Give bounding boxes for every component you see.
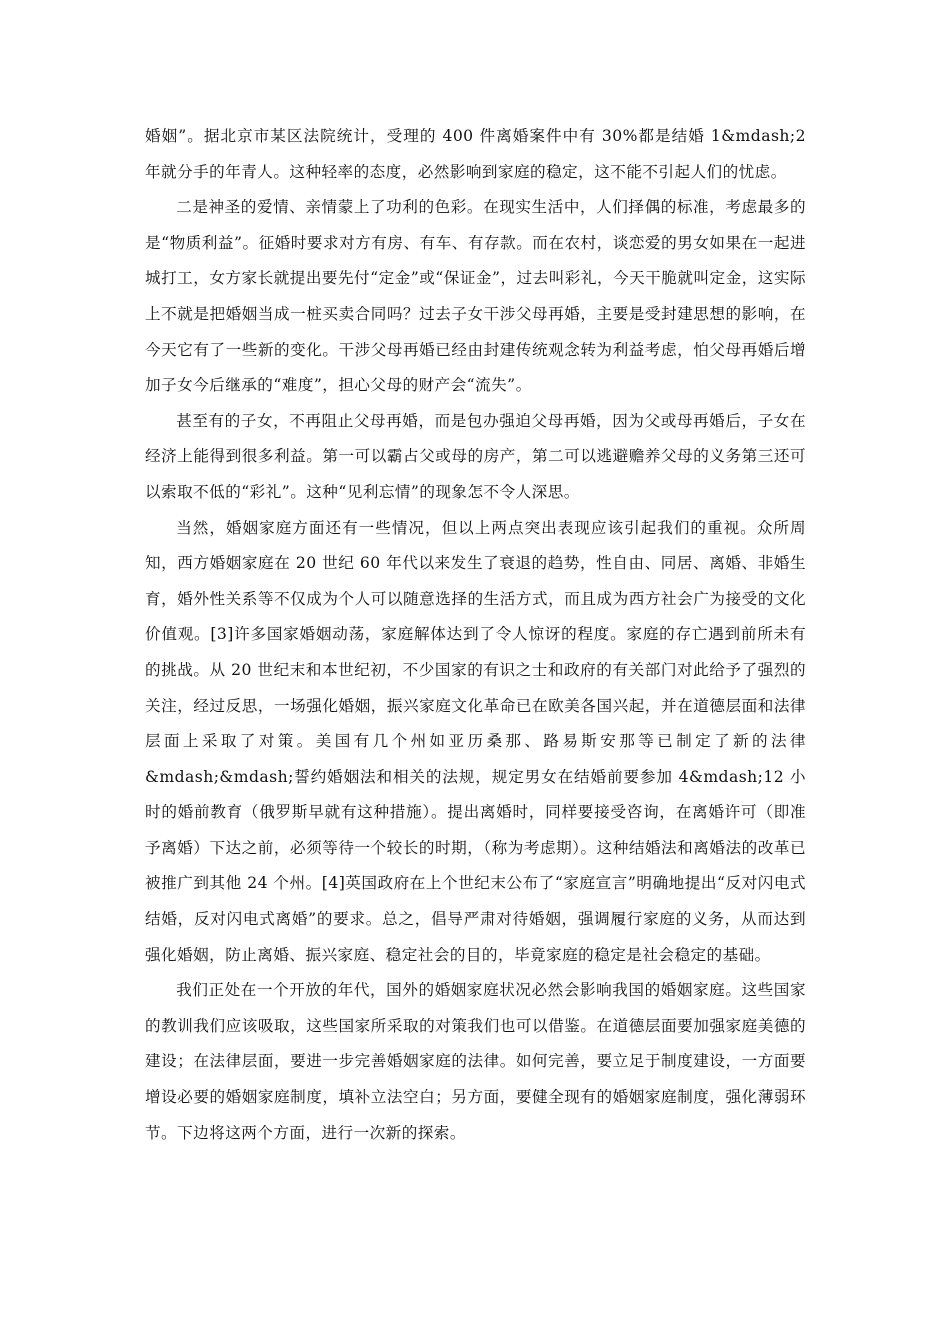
paragraph-2: 二是神圣的爱情、亲情蒙上了功利的色彩。在现实生活中，人们择偶的标准，考虑最多的是“物质利益”。征婚时要求对方有房、有车、有存款。而在农村，谈恋爱的男女如果在一起进城打工，女方家长就提出要先付“定金”或“保证金”，过去叫彩礼，今天干脆就叫定金，这实际上不就是把婚姻当成一桩买卖合同吗？过去子女干涉父母再婚，主要是受封建思想的影响，在今天它有了一些新的变化。干涉父母再婚已经由封建传统观念转为利益考虑，怕父母再婚后增加子女今后继承的“难度”，担心父母的财产会“流失”。 — [145, 198, 806, 395]
body-text — [145, 119, 806, 1151]
paragraph-1: 婚姻”。据北京市某区法院统计，受理的 400 件离婚案件中有 30%都是结婚 1&mdash;2 年就分手的年青人。这种轻率的态度，必然影响到家庭的稳定，这不能不引起人们的忧虑。 — [145, 127, 806, 181]
paragraph-4: 当然，婚姻家庭方面还有一些情况，但以上两点突出表现应该引起我们的重视。众所周知，西方婚姻家庭在 20 世纪 60 年代以来发生了衰退的趋势，性自由、同居、离婚、非婚生育，婚外性关系等不仅成为个人可以随意选择的生活方式，而且成为西方社会广为接受的文化价值观。[3]许多国家婚姻动荡，家庭解体达到了令人惊讶的程度。家庭的存亡遇到前所未有的挑战。从 20 世纪末和本世纪初，不少国家的有识之士和政府的有关部门对此给予了强烈的关注，经过反思，一场强化婚姻，振兴家庭文化革命已在欧美各国兴起，并在道德层面和法律层面上采取了对策。美国有几个州如亚历桑那、路易斯安那等已制定了新的法律&mdash;&mdash;誓约婚姻法和相关的法规，规定男女在结婚前要参加 4&mdash;12 小时的婚前教育（俄罗斯早就有这种措施）。提出离婚时，同样要接受咨询，在离婚许可（即准予离婚）下达之前，必须等待一个较长的时期，（称为考虑期）。这种结婚法和离婚法的改革已被推广到其他 24 个州。[4]英国政府在上个世纪末公布了“家庭宣言”明确地提出“反对闪电式结婚，反对闪电式离婚”的要求。总之，倡导严肃对待婚姻，强调履行家庭的义务，从而达到强化婚姻，防止离婚、振兴家庭、稳定社会的目的，毕竟家庭的稳定是社会稳定的基础。 — [145, 518, 806, 964]
paragraph-5: 我们正处在一个开放的年代，国外的婚姻家庭状况必然会影响我国的婚姻家庭。这些国家的教训我们应该吸取，这些国家所采取的对策我们也可以借鉴。在道德层面要加强家庭美德的建设；在法律层面，要进一步完善婚姻家庭的法律。如何完善，要立足于制度建设，一方面要增设必要的婚姻家庭制度，填补立法空白；另方面，要健全现有的婚姻家庭制度，强化薄弱环节。下边将这两个方面，进行一次新的探索。 — [145, 981, 806, 1142]
paragraph-3: 甚至有的子女，不再阻止父母再婚，而是包办强迫父母再婚，因为父或母再婚后，子女在经济上能得到很多利益。第一可以霸占父或母的房产，第二可以逃避赡养父母的义务第三还可以索取不低的“彩礼”。这种“见利忘情”的现象怎不令人深思。 — [145, 411, 806, 501]
